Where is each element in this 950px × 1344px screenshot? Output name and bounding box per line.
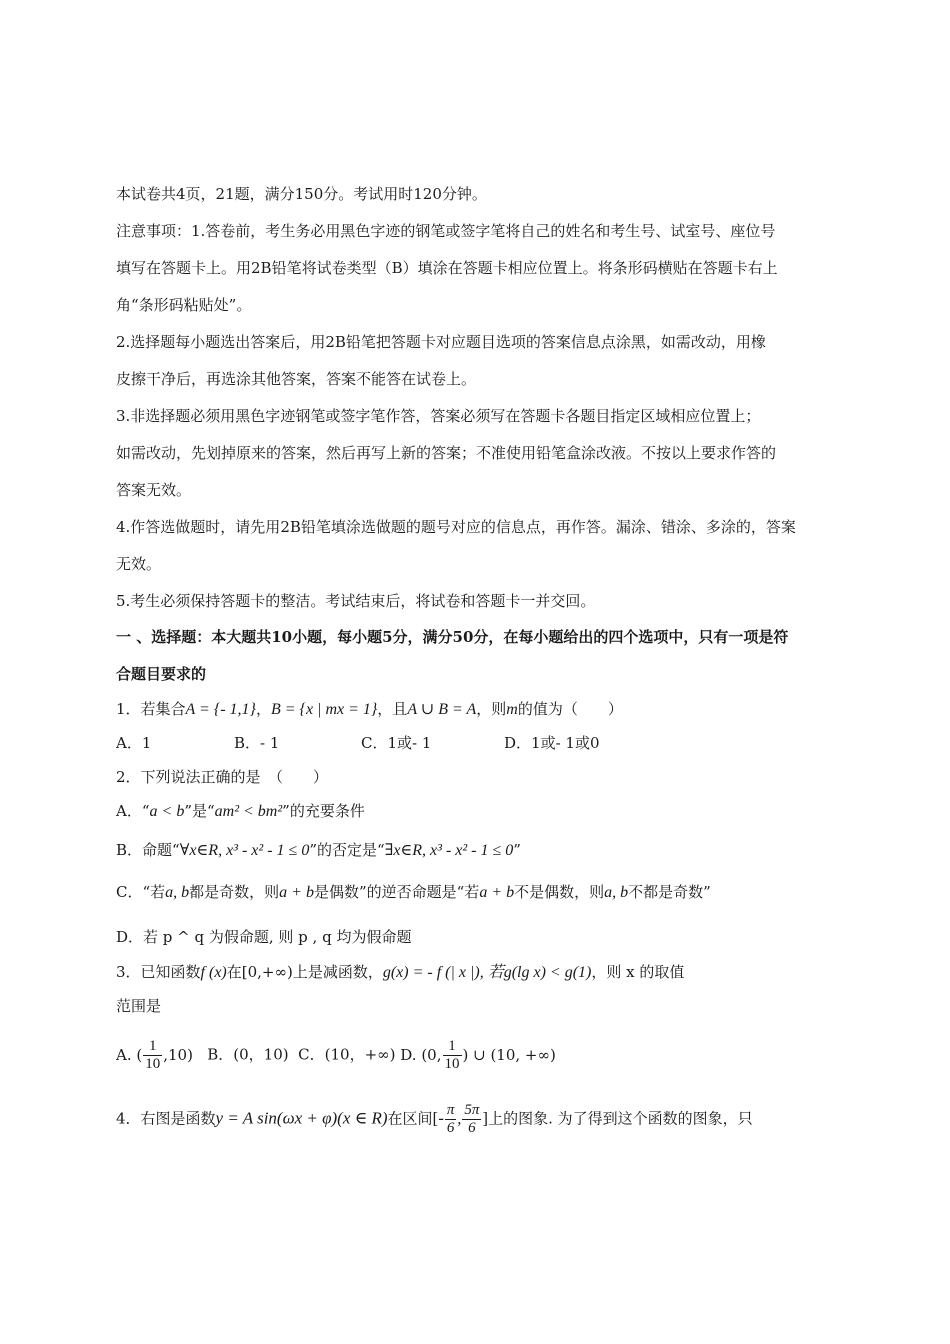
question-1-option-a: A．1 xyxy=(116,734,152,752)
question-4-stem: 4．右图是函数y = A sin(ωx + φ)(x ∈ R)在区间[- $\frac{\pi}{6}$ , $\frac{5\pi}{6}$ ]上的图象. 为了得到这个函数的图象，只 xyxy=(116,1102,753,1136)
notes-line-4: 2.选择题每小题选出答案后，用2B铅笔把答题卡对应题目选项的答案信息点涂黑，如需改动，用橡 xyxy=(116,333,766,351)
question-3-option-b: B．(0，10) xyxy=(207,1045,289,1064)
notes-line-8: 答案无效。 xyxy=(116,481,192,499)
question-1-option-c: C．1或- 1 xyxy=(361,734,432,752)
notes-line-9: 4.作答选做题时，请先用2B铅笔填涂选做题的题号对应的信息点，再作答。漏涂、错涂、多涂的，答案 xyxy=(116,518,796,536)
notes-line-5: 皮擦干净后，再选涂其他答案，答案不能答在试卷上。 xyxy=(116,370,477,388)
question-3-stem: 3．已知函数f (x)在[0,+∞)上是减函数，g(x) = - f (| x |), 若g(lg x) < g(1)，则 x 的取值 xyxy=(116,963,685,981)
question-3-stem-2: 范围是 xyxy=(116,997,162,1015)
notes-line-6: 3.非选择题必须用黑色字迹钢笔或签字笔作答，答案必须写在答题卡各题目指定区域相应位置上； xyxy=(116,407,761,425)
notes-line-10: 无效。 xyxy=(116,555,162,573)
question-2-option-c: C．“若a, b都是奇数，则a + b是偶数”的逆否命题是“若a + b不是偶数，则a, b不都是奇数” xyxy=(116,883,711,901)
question-1-option-b: B．- 1 xyxy=(234,734,280,752)
question-2-option-a: A．“a < b”是“am² < bm²”的充要条件 xyxy=(116,802,365,820)
notes-line-11: 5.考生必须保持答题卡的整洁。考试结束后，将试卷和答题卡一并交回。 xyxy=(116,592,596,610)
question-3-option-a: A. ( $\frac{1}{10}$ ,10) xyxy=(116,1038,193,1072)
notes-line-3: 角“条形码粘贴处”。 xyxy=(116,296,252,314)
notes-line-1: 注意事项：1.答卷前，考生务必用黑色字迹的钢笔或签字笔将自己的姓名和考生号、试室号、座位号 xyxy=(116,222,776,240)
question-2-stem: 2．下列说法正确的是 （ ） xyxy=(116,768,329,786)
question-3-option-d: D. (0, $\frac{1}{10}$ ) ∪ (10, +∞) xyxy=(400,1038,556,1072)
question-2-option-b: B．命题“∀x∈R, x³ - x² - 1 ≤ 0”的否定是“∃x∈R, x³ - x² - 1 ≤ 0” xyxy=(116,841,521,859)
question-2-option-d: D．若 p ^ q 为假命题, 则 p , q 均为假命题 xyxy=(116,928,412,946)
intro-text: 本试卷共4页，21题，满分150分。考试用时120分钟。 xyxy=(116,185,487,203)
question-1-stem: 1．若集合A = {- 1,1}，B = {x | mx = 1}，且A ∪ B = A，则m的值为（ ） xyxy=(116,700,623,718)
question-1-option-d: D．1或- 1或0 xyxy=(504,734,600,752)
section-heading-line-2: 合题目要求的 xyxy=(116,665,207,683)
notes-line-2: 填写在答题卡上。用2B铅笔将试卷类型（B）填涂在答题卡相应位置上。将条形码横贴在答题卡右上 xyxy=(116,259,778,277)
notes-line-7: 如需改动，先划掉原来的答案，然后再写上新的答案；不准使用铅笔盒涂改液。不按以上要求作答的 xyxy=(116,444,777,462)
question-3-options xyxy=(116,1038,556,1073)
question-3-option-c: C．(10，+∞) xyxy=(298,1045,396,1064)
section-heading-line-1: 一 、选择题：本大题共10小题，每小题5分，满分50分，在每小题给出的四个选项中，只有一项是符 xyxy=(116,628,789,646)
